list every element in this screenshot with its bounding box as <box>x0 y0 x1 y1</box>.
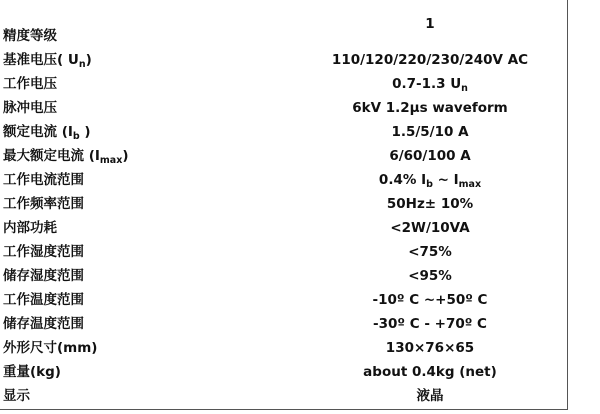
spec-value: 1.5/5/10 A <box>391 124 469 140</box>
spec-value: 0.7-1.3 $U_n$ <box>392 76 468 94</box>
spec-value: 6kV 1.2μs waveform <box>352 100 508 116</box>
spec-row-operating-temperature <box>0 288 567 312</box>
spec-row-max-rated-current <box>0 144 567 168</box>
spec-label: 最大额定电流 $(I_{max})$ <box>3 148 129 166</box>
spec-row-accuracy-class <box>0 16 567 48</box>
spec-label: 工作温度范围 <box>3 292 84 308</box>
spec-row-power-consumption <box>0 216 567 240</box>
spec-label: 内部功耗 <box>3 220 57 236</box>
spec-row-storage-humidity <box>0 264 567 288</box>
spec-label: 显示 <box>3 388 30 404</box>
spec-value: 0.4% $I_b$ ~ $I_{max}$ <box>378 172 482 190</box>
spec-label: 基准电压( $U_n$) <box>3 52 92 70</box>
spec-row-display <box>0 384 567 408</box>
spec-label: 外形尺寸(mm) <box>3 340 98 356</box>
spec-label: 储存湿度范围 <box>3 268 84 284</box>
spec-value: <95% <box>408 268 452 284</box>
spec-value: <75% <box>408 244 452 260</box>
spec-value: 50Hz± 10% <box>386 196 474 212</box>
spec-label: 工作频率范围 <box>3 196 84 212</box>
spec-label: 脉冲电压 <box>3 100 57 116</box>
spec-value: -10º C ~+50º C <box>372 292 488 308</box>
spec-label: 工作电压 <box>3 76 57 92</box>
spec-value: 1 <box>425 16 435 32</box>
spec-row-reference-voltage <box>0 48 567 72</box>
spec-label: 储存温度范围 <box>3 316 84 332</box>
spec-row-frequency-range <box>0 192 567 216</box>
spec-row-operating-current-range <box>0 168 567 192</box>
spec-value: -30º C - +70º C <box>373 316 487 332</box>
spec-label: 工作电流范围 <box>3 172 84 188</box>
spec-row-operating-humidity <box>0 240 567 264</box>
spec-row-rated-current <box>0 120 567 144</box>
spec-value: 6/60/100 A <box>389 148 471 164</box>
spec-label: 额定电流 ($I_b$ ) <box>3 124 91 142</box>
spec-row-weight <box>0 360 567 384</box>
spec-row-operating-voltage <box>0 72 567 96</box>
spec-label: 重量(kg) <box>3 364 61 380</box>
spec-value: about 0.4kg (net) <box>363 364 497 380</box>
spec-value: 130×76×65 <box>385 340 475 356</box>
spec-value: 110/120/220/230/240V AC <box>331 52 529 68</box>
spec-label: 工作湿度范围 <box>3 244 84 260</box>
spec-value: 液晶 <box>416 388 444 404</box>
spec-row-dimensions <box>0 336 567 360</box>
spec-label: 精度等级 <box>3 28 57 44</box>
spec-row-storage-temperature <box>0 312 567 336</box>
spec-row-impulse-voltage <box>0 96 567 120</box>
spec-value: <2W/10VA <box>390 220 470 236</box>
